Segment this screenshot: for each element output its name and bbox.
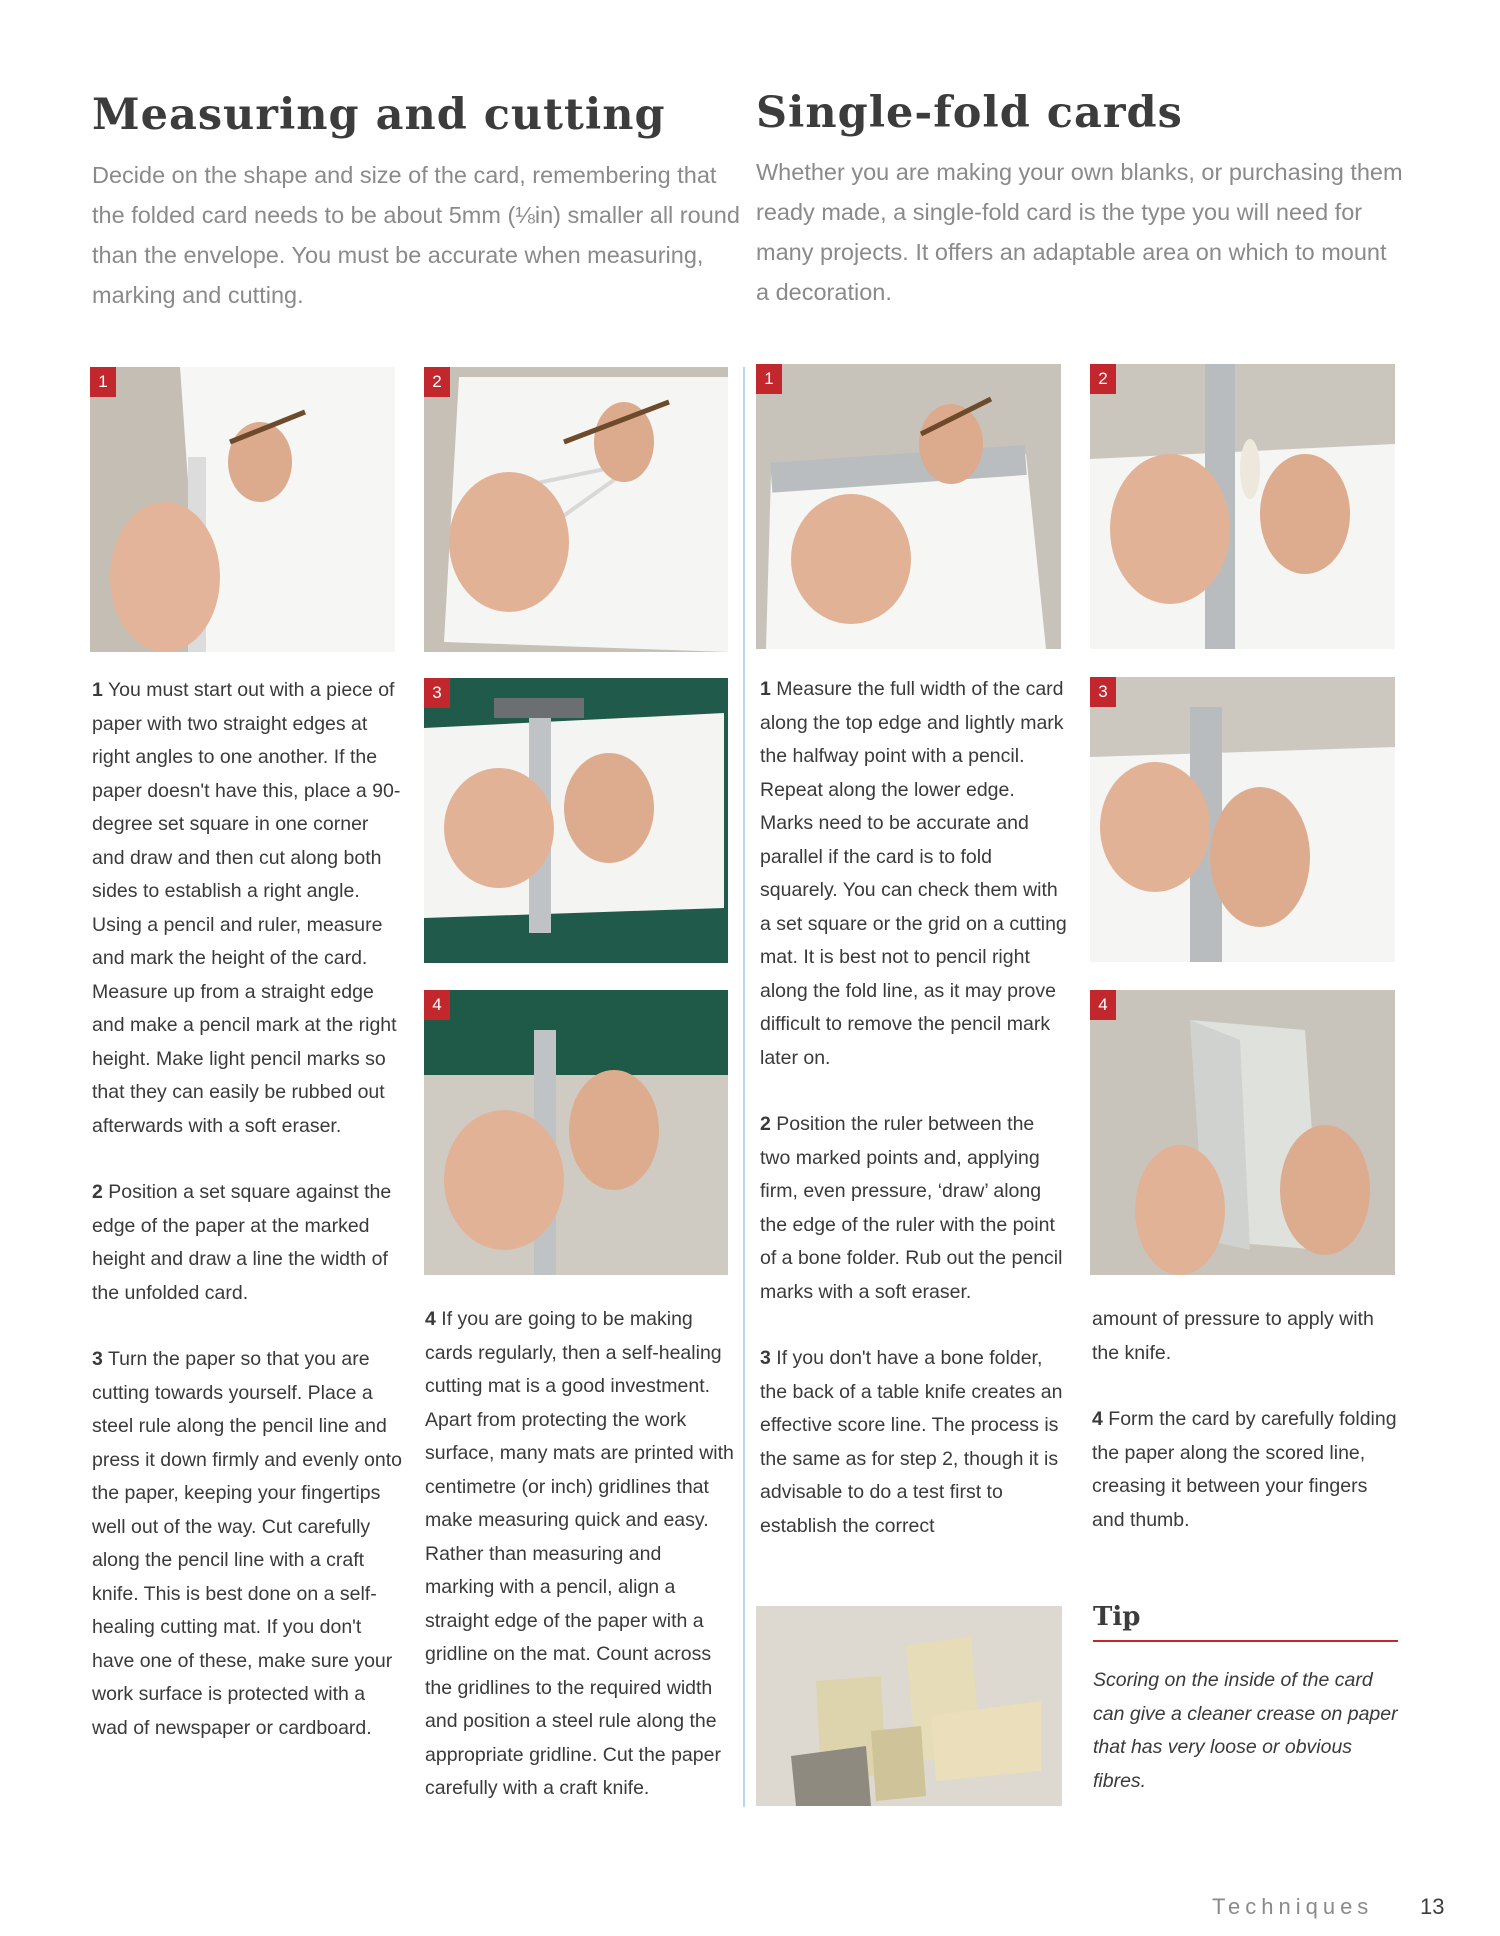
step-paragraph: 2 Position a set square against the edge of the paper at the marked height and draw a line the width of the unfolded card. <box>92 1181 392 1304</box>
section-title-single-fold: Single-fold cards <box>756 88 1183 138</box>
step-badge: 2 <box>1090 364 1116 394</box>
footer-section-label: Techniques <box>1212 1894 1374 1919</box>
tip-divider <box>1093 1640 1398 1642</box>
photo-measuring-1 <box>90 367 395 652</box>
photo-single-fold-1 <box>756 364 1061 649</box>
step-paragraph: 1 You must start out with a piece of paper with two straight edges at right angles to one another. If the paper doesn't have this, place a 90-degree set square in one corner and draw and then cut along both sides to establish a right angle. Using a pencil and ruler, measure and mark the height of the card. Measure up from a straight edge and make a pencil mark at the right height. Make light pencil marks so that they can easily be rubbed out afterwards with a soft eraser. <box>92 679 401 1137</box>
step-paragraph-continued: amount of pressure to apply with the knife. <box>1092 1308 1374 1364</box>
step-badge: 3 <box>1090 677 1116 707</box>
step-paragraph: 2 Position the ruler between the two marked points and, applying firm, even pressure, ‘draw’ along the edge of the ruler with the point of a bone folder. Rub out the pencil marks with a soft eraser. <box>760 1113 1063 1303</box>
tip-box <box>1093 1602 1398 1798</box>
measuring-step-4 <box>425 1303 735 1806</box>
section-title-measuring: Measuring and cutting <box>92 90 666 140</box>
step-badge: 1 <box>756 364 782 394</box>
tip-title: Tip <box>1093 1602 1141 1632</box>
photo-measuring-3 <box>424 678 728 963</box>
photo-finished-cards <box>756 1606 1062 1806</box>
step-paragraph: 3 If you don't have a bone folder, the back of a table knife creates an effective score line. The process is the same as for step 2, though it is advisable to do a test first to establish the correct <box>760 1347 1063 1537</box>
step-badge: 2 <box>424 367 450 397</box>
step-badge: 1 <box>90 367 116 397</box>
intro-measuring: Decide on the shape and size of the card, remembering that the folded card needs to be about 5mm (⅛in) smaller all round than the envelope. You must be accurate when measuring, marking and cutting. <box>92 162 740 308</box>
step-paragraph: 3 Turn the paper so that you are cutting towards yourself. Place a steel rule along the pencil line and press it down firmly and evenly onto the paper, keeping your fingertips well out of the way. Cut carefully along the pencil line with a craft knife. This is best done on a self-healing cutting mat. If you don't have one of these, make sure your work surface is protected with a wad of newspaper or cardboard. <box>92 1348 402 1739</box>
step-badge: 4 <box>1090 990 1116 1020</box>
photo-single-fold-4 <box>1090 990 1395 1275</box>
step-paragraph: 4 If you are going to be making cards regularly, then a self-healing cutting mat is a good investment. Apart from protecting the work surface, many mats are printed with centimetre (or inch) gridlines that make measuring quick and easy. Rather than measuring and marking with a pencil, align a straight edge of the paper with a gridline on the mat. Count across the gridlines to the required width and position a steel rule along the appropriate gridline. Cut the paper carefully with a craft knife. <box>425 1308 734 1799</box>
intro-single-fold: Whether you are making your own blanks, or purchasing them ready made, a single-fold card is the type you will need for many projects. It offers an adaptable area on which to mount a decoration. <box>756 159 1403 305</box>
step-badge: 4 <box>424 990 450 1020</box>
single-fold-steps-1-3 <box>760 673 1070 1543</box>
tip-text: Scoring on the inside of the card can give a cleaner crease on paper that has very loose or obvious fibres. <box>1093 1669 1398 1792</box>
photo-single-fold-3 <box>1090 677 1395 962</box>
photo-single-fold-2 <box>1090 364 1395 649</box>
step-paragraph: 4 Form the card by carefully folding the paper along the scored line, creasing it between your fingers and thumb. <box>1092 1408 1397 1531</box>
step-paragraph: 1 Measure the full width of the card along the top edge and lightly mark the halfway point with a pencil. Repeat along the lower edge. Marks need to be accurate and parallel if the card is to fold squarely. You can check them with a set square or the grid on a cutting mat. It is best not to pencil right along the fold line, as it may prove difficult to remove the pencil mark later on. <box>760 678 1067 1069</box>
single-fold-steps-3-4 <box>1092 1303 1402 1537</box>
page-number: 13 <box>1420 1894 1445 1919</box>
measuring-steps-1-3 <box>92 674 402 1745</box>
step-badge: 3 <box>424 678 450 708</box>
column-divider <box>743 367 745 1807</box>
photo-measuring-4 <box>424 990 728 1275</box>
photo-measuring-2 <box>424 367 728 652</box>
